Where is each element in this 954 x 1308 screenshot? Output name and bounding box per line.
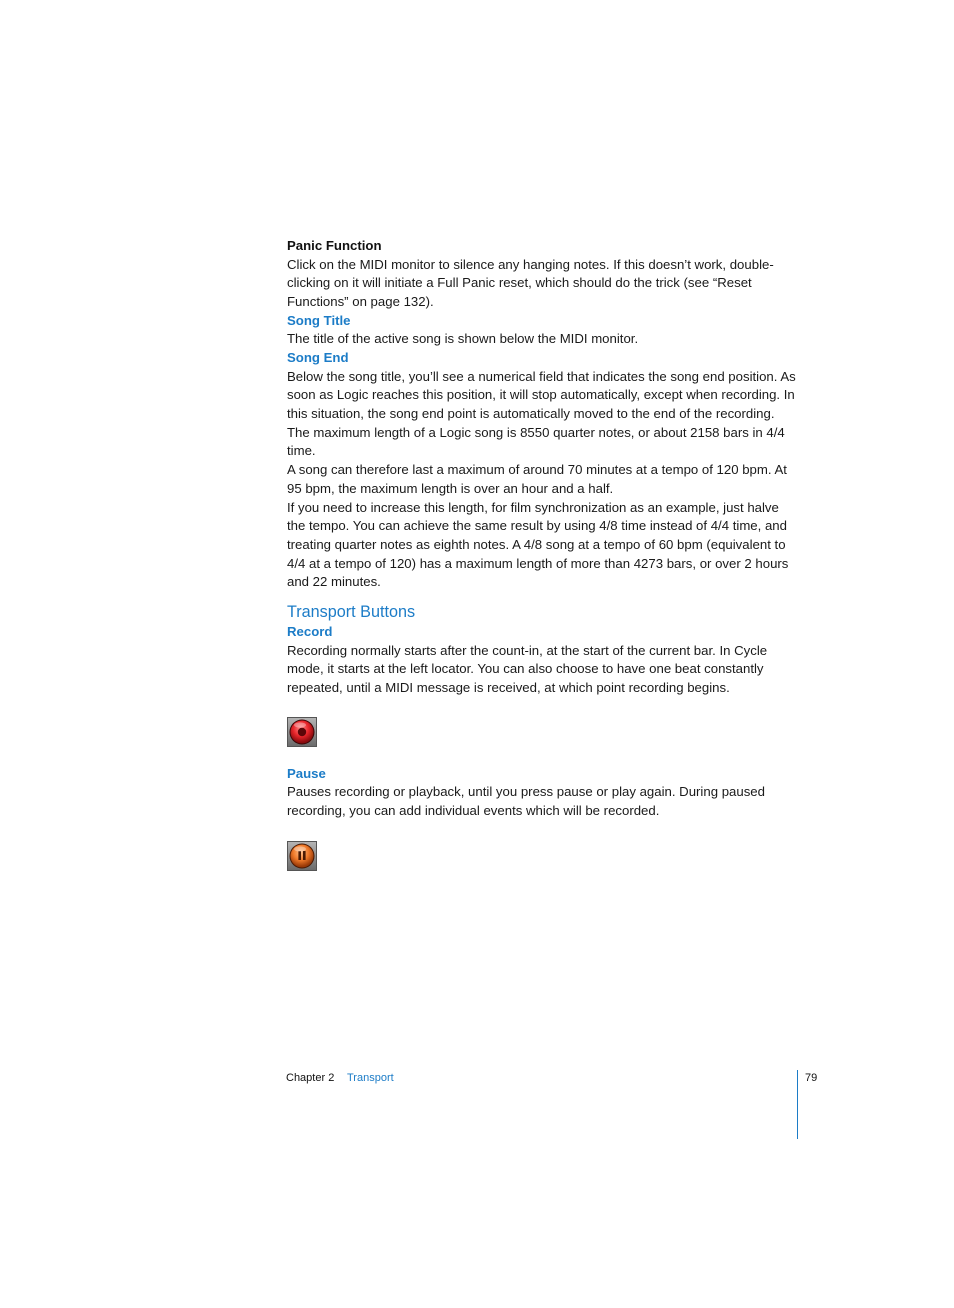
record-button-icon (287, 717, 797, 747)
page-number: 79 (805, 1072, 818, 1084)
song-end-paragraph: If you need to increase this length, for film synchronization as an example, just halve the tempo. You can achieve the same result by using 4/8 time instead of 4/4 time, and treating quarter notes as eighth notes. A 4/8 song at a tempo of 60 bpm (equivalent to 4/4 at a tempo of 120) has a maximum length of more than 4273 bars, or over 2 hours and 22 minutes. (287, 499, 789, 590)
pause-button-icon-graphic (287, 841, 317, 871)
song-end-paragraph: A song can therefore last a maximum of around 70 minutes at a tempo of 120 bpm. At 95 bpm, the maximum length is over an hour and a half. (287, 462, 787, 496)
footer-section-link[interactable]: Transport (347, 1072, 394, 1084)
song-title-heading: Song Title (287, 312, 351, 328)
footer-divider (797, 1070, 798, 1139)
record-body: Recording normally starts after the count-in, at the start of the current bar. In Cycle mode, it starts at the left locator. You can also choose to have one beat constantly repeated, until a MIDI message is received, at which point recording begins. (287, 642, 768, 696)
page-content (287, 237, 797, 871)
pause-button-icon (287, 841, 797, 871)
record-button-icon-graphic (287, 717, 317, 747)
record-heading: Record (287, 624, 333, 640)
panic-function-title: Panic Function (287, 238, 382, 253)
song-end-paragraph: Below the song title, you’ll see a numerical field that indicates the song end position. As soon as Logic reaches this position, it will stop automatically, except when recording. In this situation, the song end point is automatically moved to the end of the recording. (287, 368, 796, 421)
song-end-paragraph: The maximum length of a Logic song is 8550 quarter notes, or about 2158 bars in 4/4 time. (287, 424, 785, 459)
pause-body: Pauses recording or playback, until you press pause or play again. During paused recording, you can add individual events which will be recorded. (287, 784, 765, 819)
pause-heading: Pause (287, 765, 326, 781)
transport-buttons-heading: Transport Buttons (287, 603, 416, 622)
song-title-body: The title of the active song is shown below the MIDI monitor. (287, 331, 639, 347)
panic-function-body: Click on the MIDI monitor to silence any hanging notes. If this doesn’t work, double-clicking on it will initiate a Full Panic reset, which should do the trick (see “Reset Functions” on page 132). (287, 256, 774, 309)
song-end-heading: Song End (287, 350, 349, 365)
footer-chapter: Chapter 2 (286, 1072, 335, 1084)
